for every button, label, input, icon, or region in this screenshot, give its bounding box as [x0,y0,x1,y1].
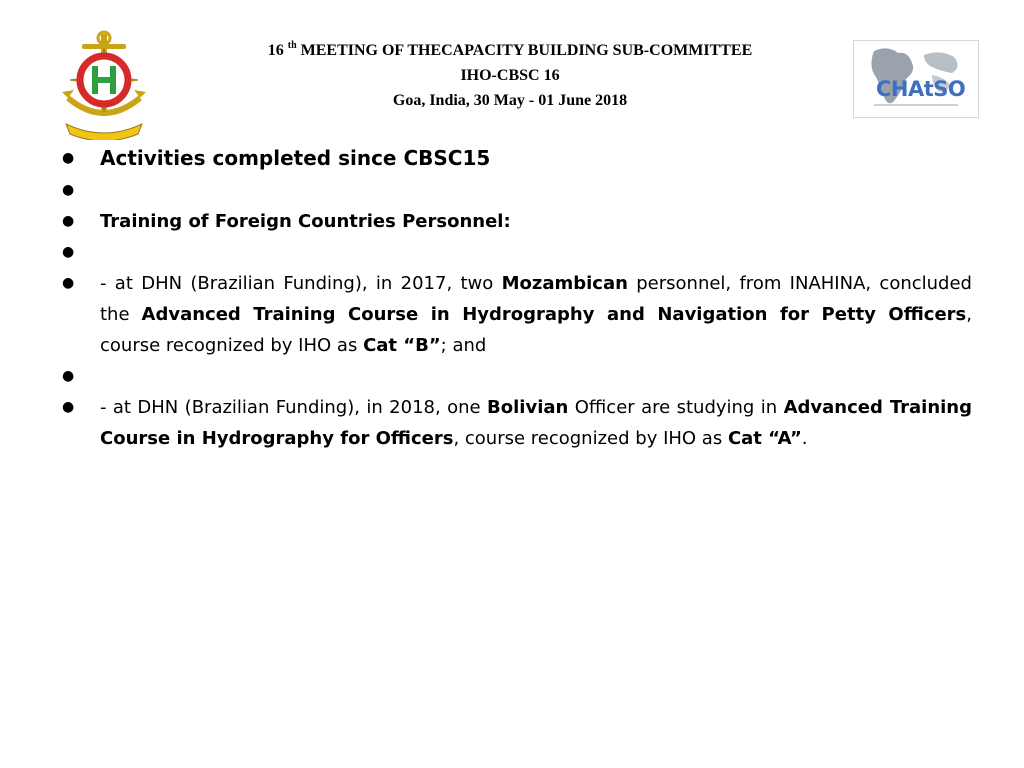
bullet-icon: ● [62,150,75,166]
bullet-icon: ● [62,213,75,229]
chatso-logo [853,40,979,118]
slide-body [62,142,972,454]
list-item [62,268,972,361]
course-name: Advanced Training Course in Hydrography for Officers [100,397,972,449]
meeting-number-suffix: th [287,39,297,51]
bullet-icon: ● [62,399,75,415]
list-item [62,142,972,175]
list-item-empty [62,237,972,268]
paragraph-bolivian-training: - at DHN (Brazilian Funding), in 2018, one Bolivian Officer are studying in Advanced Training Course in Hydrography for Officers, course recognized by IHO as Cat “A”. [100,397,972,449]
bullet-icon: ● [62,244,75,260]
list-item-empty [62,361,972,392]
meeting-title: MEETING OF THECAPACITY BUILDING SUB-COMMITTEE [300,42,753,59]
list-item [62,392,972,454]
course-category: Cat “A” [727,428,802,449]
meeting-header [190,38,830,113]
paragraph-mozambican-training: - at DHN (Brazilian Funding), in 2017, two Mozambican personnel, from INAHINA, concluded the Advanced Training Course in Hydrography and Navigation for Petty Officers, course recognized by IHO as Cat “B”; and [100,273,972,356]
course-category: Cat “B” [363,335,441,356]
section-subheading: Training of Foreign Countries Personnel: [100,211,511,232]
iho-anchor-emblem-icon [54,30,154,140]
bullet-icon: ● [62,182,75,198]
bullet-icon: ● [62,368,75,384]
header-line-1 [190,38,830,63]
course-name: Advanced Training Course in Hydrography and Navigation for Petty Officers [141,304,967,325]
meeting-number: 16 [267,42,284,59]
header-line-3: Goa, India, 30 May - 01 June 2018 [392,92,628,109]
list-item [62,206,972,237]
country-name: Mozambican [501,273,628,294]
header-line-2: IHO-CBSC 16 [460,67,560,84]
chatso-logo-text: CHAtSO [876,77,966,101]
list-item-empty [62,175,972,206]
bullet-icon: ● [62,275,75,291]
section-heading: Activities completed since CBSC15 [100,146,491,170]
country-name: Bolivian [487,397,569,418]
